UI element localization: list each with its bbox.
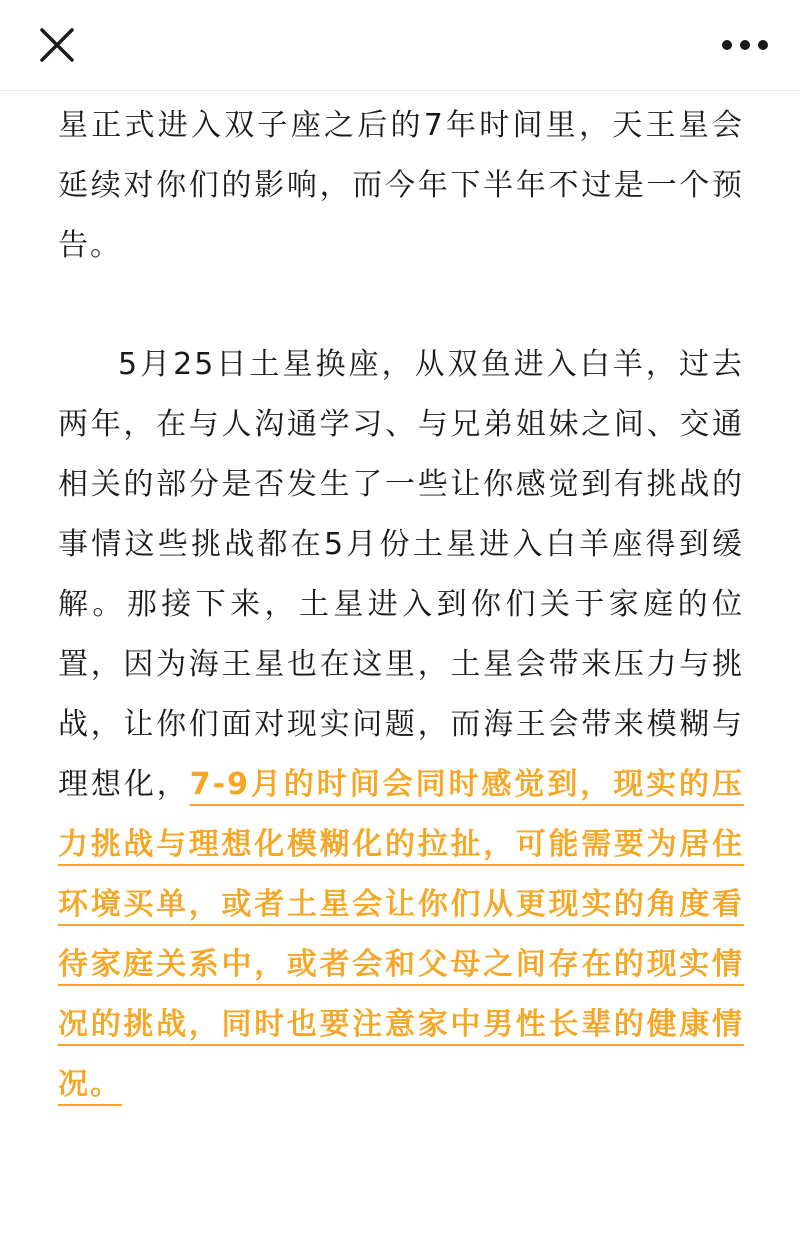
- close-button[interactable]: [30, 18, 84, 72]
- article-body: [58, 96, 744, 1115]
- highlighted-text: 7-9月的时间会同时感觉到，现实的压力挑战与理想化模糊化的拉扯，可能需要为居住环境买单，或者土星会让你们从更现实的角度看待家庭关系中，或者会和父母之间存在的现实情况的挑战，同时也要注意家中男性长辈的健康情况。: [58, 767, 744, 1102]
- close-icon: [30, 18, 84, 72]
- top-navigation-bar: [0, 0, 800, 91]
- article-paragraph-2: [58, 335, 744, 1115]
- paragraph-2-text: 5月25日土星换座，从双鱼进入白羊，过去两年，在与人沟通学习、与兄弟姐妹之间、交通相关的部分是否发生了一些让你感觉到有挑战的事情这些挑战都在5月份土星进入白羊座得到缓解。那接下来，土星进入到你们关于家庭的位置，因为海王星也在这里，土星会带来压力与挑战，让你们面对现实问题，而海王会带来模糊与理想化，: [58, 347, 744, 802]
- article-paragraph-1: 星正式进入双子座之后的7年时间里，天王星会延续对你们的影响，而今年下半年不过是一个预告。: [58, 108, 744, 263]
- more-options-button[interactable]: [718, 24, 772, 66]
- more-dots-icon: [718, 24, 772, 66]
